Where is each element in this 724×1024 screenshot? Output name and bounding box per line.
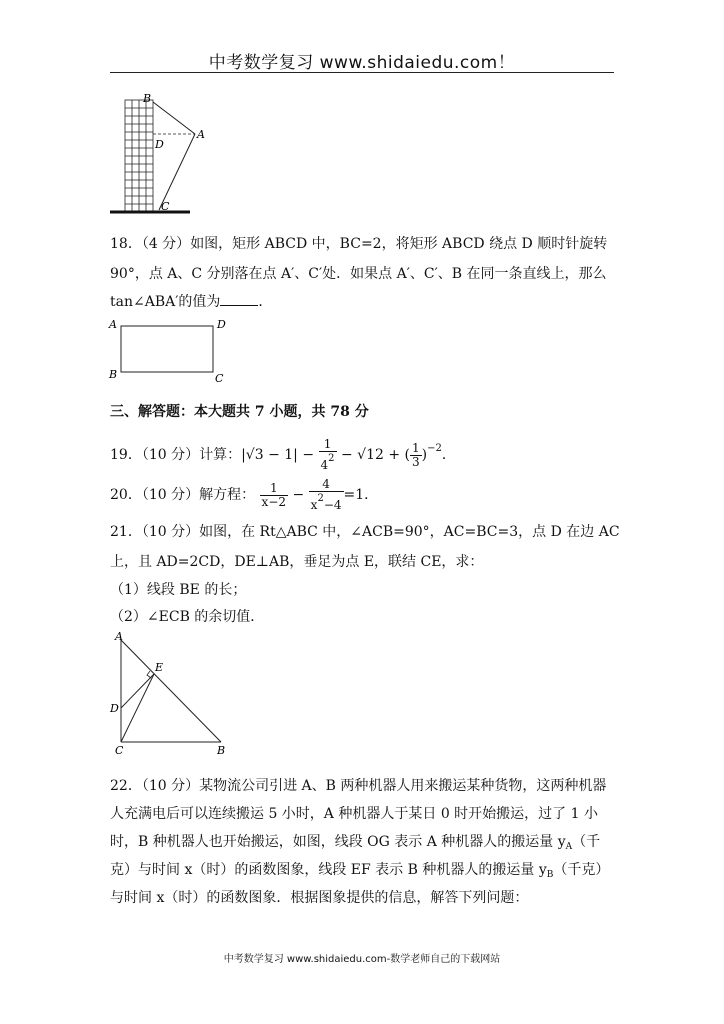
q19-line xyxy=(110,432,456,472)
label-c: C xyxy=(161,200,170,213)
q19-end: ． xyxy=(441,447,456,463)
q20-frac2-denominator xyxy=(309,492,344,512)
q22-line3 xyxy=(110,832,600,857)
q20-frac2-den-base: x xyxy=(310,498,318,512)
q22-line2: 人充满电后可以连续搬运 5 小时，A 种机器人于某日 0 时开始搬运，过了 1 小 xyxy=(110,806,598,822)
segment-ce xyxy=(121,674,154,742)
section3-title: 三、解答题：本大题共 7 小题，共 78 分 xyxy=(110,404,369,420)
q20-frac1-denominator: x−2 xyxy=(261,494,287,509)
q21-number: 21． xyxy=(110,524,142,540)
q20-end: =1． xyxy=(343,487,379,503)
q19-number: 19． xyxy=(110,447,142,463)
label-a: A xyxy=(197,128,205,141)
q18-answer-blank[interactable] xyxy=(220,293,258,306)
ladder-ac xyxy=(159,134,195,210)
q20-number: 20． xyxy=(110,487,142,503)
segment-de xyxy=(121,674,154,708)
side-ab xyxy=(121,640,221,742)
label-c: C xyxy=(215,372,224,385)
q19-frac2-numerator: 1 xyxy=(412,440,420,455)
q20-line xyxy=(110,478,378,512)
q20-frac2-den-exponent: 2 xyxy=(317,493,324,504)
q21-line2: 上，且 AD=2CD，DE⊥AB，垂足为点 E，联结 CE，求： xyxy=(110,554,484,570)
q19-exponent: −2 xyxy=(427,443,442,454)
page-header-title: 中考数学复习 www.shidaiedu.com！ xyxy=(208,53,516,73)
q21-score: （10 分） xyxy=(141,524,200,540)
q19-frac1-denominator xyxy=(319,452,337,472)
q19-mid: − √12 + ( xyxy=(341,447,411,463)
q20-score: （10 分） xyxy=(141,487,200,503)
q20-frac2-den-tail: −4 xyxy=(323,498,342,512)
q20-frac1-numerator: 1 xyxy=(260,482,288,496)
right-angle-mark xyxy=(147,671,151,678)
q20-minus: − xyxy=(292,487,305,503)
label-a: A xyxy=(115,630,123,643)
page-footer: 中考数学复习 www.shidaiedu.com-数学老师自己的下载网站 xyxy=(223,954,501,965)
q22-text3-tail: （千 xyxy=(572,834,601,850)
q20-text: 解方程： xyxy=(199,487,256,503)
q19-frac1-den-exponent: 2 xyxy=(328,453,335,464)
q22-text4-tail: （千克） xyxy=(553,862,610,878)
q18-line3 xyxy=(110,292,272,312)
q21-subquestion-2: （2）∠ECB 的余切值． xyxy=(110,609,265,625)
q18-number: 18． xyxy=(110,236,142,252)
q18-line1 xyxy=(110,234,607,254)
q22-text1: 某物流公司引进 A、B 两种机器人用来搬运某种货物，这两种机器 xyxy=(199,778,607,794)
q19-score: （10 分） xyxy=(141,447,200,463)
q22-text3-subscript: A xyxy=(565,842,573,852)
q19-frac1-numerator: 1 xyxy=(319,438,337,452)
q18-line2: 90°，点 A、C 分别落在点 A′、C′处．如果点 A′、C′、B 在同一条直线上，那么 xyxy=(110,266,607,282)
q22-score: （10 分） xyxy=(141,778,200,794)
q22-text4-subscript: B xyxy=(546,870,554,880)
rectangle-abcd xyxy=(121,326,213,372)
q21-line1 xyxy=(110,522,620,542)
q21-text1: 如图，在 Rt△ABC 中，∠ACB=90°，AC=BC=3，点 D 在边 AC xyxy=(199,524,620,540)
label-d: D xyxy=(110,702,119,715)
q22-line1 xyxy=(110,776,606,796)
label-e: E xyxy=(155,661,164,674)
ladder-ba xyxy=(153,102,195,134)
q20-fraction-1 xyxy=(260,482,288,509)
q18-score: （4 分） xyxy=(141,236,191,252)
q18-text3: tan∠ABA′的值为 xyxy=(110,294,221,310)
q19-close: ) xyxy=(421,447,428,463)
q19-fraction-2 xyxy=(410,442,422,469)
q21-subquestion-1: （1）线段 BE 的长； xyxy=(110,582,247,598)
q19-text: 计算：|√3 − 1| − xyxy=(199,447,315,463)
q22-line5: 与时间 x（时）的函数图象．根据图象提供的信息，解答下列问题： xyxy=(110,890,529,906)
building-grid xyxy=(125,100,153,212)
label-d: D xyxy=(217,318,226,331)
figure-q21-triangle xyxy=(105,628,235,758)
q18-text3-end: ． xyxy=(258,294,273,310)
figure-q17 xyxy=(105,90,220,218)
label-c: C xyxy=(115,744,124,757)
q22-text4: 克）与时间 x（时）的函数图象，线段 EF 表示 B 种机器人的搬运量 y xyxy=(110,862,547,878)
label-b: B xyxy=(143,92,152,105)
label-d: D xyxy=(155,138,164,151)
q20-fraction-2 xyxy=(309,478,344,512)
q19-frac1-den-base: 4 xyxy=(320,458,329,472)
label-b: B xyxy=(109,368,118,381)
q19-fraction-1 xyxy=(319,438,337,472)
header-divider xyxy=(110,72,614,73)
q22-text3: 时，B 种机器人也开始搬运，如图，线段 OG 表示 A 种机器人的搬运量 y xyxy=(110,834,566,850)
q22-number: 22． xyxy=(110,778,142,794)
q19-frac2-denominator: 3 xyxy=(412,454,420,469)
label-b: B xyxy=(217,744,226,757)
label-a: A xyxy=(109,318,117,331)
q22-line4 xyxy=(110,860,609,885)
q20-frac2-numerator: 4 xyxy=(309,478,344,492)
figure-q18-rectangle xyxy=(105,314,235,386)
q18-text1: 如图，矩形 ABCD 中，BC=2，将矩形 ABCD 绕点 D 顺时针旋转 xyxy=(190,236,608,252)
